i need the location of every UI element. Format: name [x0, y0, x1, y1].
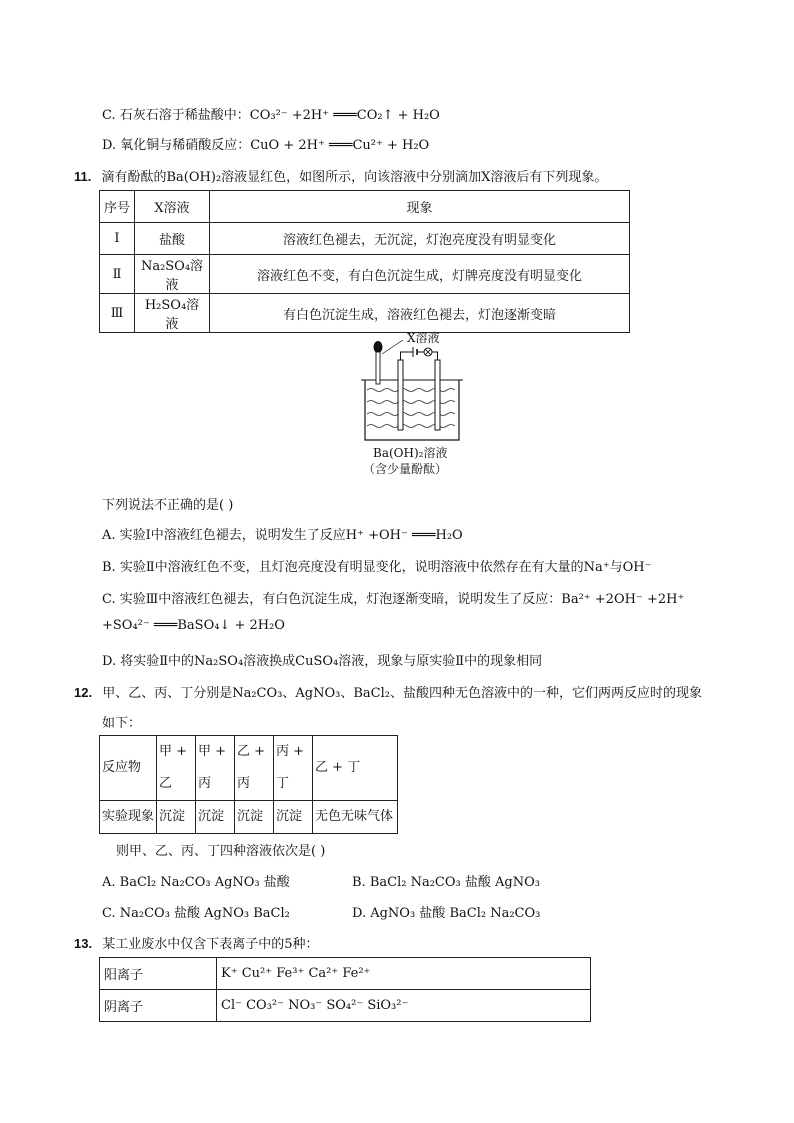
table-cell: Cl⁻ CO₃²⁻ NO₃⁻ SO₄²⁻ SiO₃²⁻ [217, 990, 591, 1022]
table-cell: Na₂SO₄溶液 [135, 255, 210, 294]
table-cell: 反应物 [100, 736, 157, 801]
table-cell: 阴离子 [100, 990, 217, 1022]
q11-option-b: B. 实验Ⅱ中溶液红色不变，且灯泡亮度没有明显变化，说明溶液中依然存在有大量的Na⁺与OH⁻ [102, 560, 652, 575]
q11-number: 11. [74, 169, 92, 184]
table-cell: 无色无味气体 [313, 801, 398, 834]
q11-table [99, 190, 630, 333]
q13-table [99, 957, 591, 1022]
table-header-row [100, 191, 630, 223]
table-row [100, 990, 591, 1022]
table-cell: 甲 + 丙 [196, 736, 235, 801]
q13-number: 13. [74, 936, 93, 951]
electrode-left [398, 360, 403, 430]
table-row [100, 801, 398, 834]
dropper-bulb [374, 341, 383, 353]
table-cell: 沉淀 [196, 801, 235, 834]
table-row [100, 294, 630, 333]
q13-stem-line [74, 933, 319, 952]
q12-option-d: D. AgNO₃ 盐酸 BaCl₂ Na₂CO₃ [352, 906, 541, 921]
table-row [100, 223, 630, 255]
table-cell: 乙 + 丁 [313, 736, 398, 801]
table-cell: 丙 + 丁 [274, 736, 313, 801]
label-note: （含少量酚酞） [363, 462, 448, 476]
label-solution: Ba(OH)₂溶液 [373, 446, 448, 460]
q12-stem: 甲、乙、丙、丁分别是Na₂CO₃、AgNO₃、BaCl₂、盐酸四种无色溶液中的一种，它们两两反应时的现象 [102, 686, 702, 701]
table-cell: Ⅱ [100, 255, 135, 294]
dropper-tube [376, 352, 380, 384]
table-cell: 沉淀 [235, 801, 274, 834]
table-cell: K⁺ Cu²⁺ Fe³⁺ Ca²⁺ Fe²⁺ [217, 958, 591, 990]
q11-stem: 滴有酚酞的Ba(OH)₂溶液显红色，如图所示，向该溶液中分别滴加X溶液后有下列现象。 [101, 170, 608, 185]
table-cell: 溶液红色不变，有白色沉淀生成，灯牌亮度没有明显变化 [210, 255, 630, 294]
q12-option-c: C. Na₂CO₃ 盐酸 AgNO₃ BaCl₂ [102, 906, 290, 921]
header-cell-phenomenon: 现象 [210, 191, 630, 223]
table-cell: 阳离子 [100, 958, 217, 990]
table-cell: Ⅲ [100, 294, 135, 333]
header-cell-solution: X溶液 [135, 191, 210, 223]
circuit-wire [401, 352, 414, 360]
table-cell: 沉淀 [274, 801, 313, 834]
q11-option-c-line1: C. 实验Ⅲ中溶液红色褪去，有白色沉淀生成，灯泡逐渐变暗，说明发生了反应：Ba²⁺ +2OH⁻ +2H⁺ [102, 592, 685, 607]
circuit-wire [432, 352, 438, 360]
q12-option-a: A. BaCl₂ Na₂CO₃ AgNO₃ 盐酸 [102, 875, 290, 890]
table-cell: 乙 + 丙 [235, 736, 274, 801]
q12-table [99, 735, 398, 834]
q11-apparatus-diagram [355, 330, 470, 480]
liquid-surface [367, 389, 455, 428]
table-cell: 实验现象 [100, 801, 157, 834]
table-row [100, 958, 591, 990]
electrode-right [435, 360, 440, 430]
beaker [365, 380, 459, 440]
table-row [100, 736, 398, 801]
label-x-solution: X溶液 [407, 331, 440, 345]
table-cell: 溶液红色褪去，无沉淀，灯泡亮度没有明显变化 [210, 223, 630, 255]
q11-option-c-line2: +SO₄²⁻ ═══BaSO₄↓ + 2H₂O [102, 618, 285, 633]
q11-option-d: D. 将实验Ⅱ中的Na₂SO₄溶液换成CuSO₄溶液，现象与原实验Ⅱ中的现象相同 [102, 654, 543, 669]
header-cell-index: 序号 [100, 191, 135, 223]
table-cell: 盐酸 [135, 223, 210, 255]
table-cell: 有白色沉淀生成，溶液红色褪去，灯泡逐渐变暗 [210, 294, 630, 333]
q12-stem-line [74, 682, 702, 701]
table-cell: 甲 + 乙 [157, 736, 196, 801]
table-cell: H₂SO₄溶液 [135, 294, 210, 333]
q12-question: 则甲、乙、丙、丁四种溶液依次是( ) [116, 844, 326, 859]
table-cell: Ⅰ [100, 223, 135, 255]
table-cell: 沉淀 [157, 801, 196, 834]
table-row [100, 255, 630, 294]
label-leader [382, 340, 403, 354]
q11-option-a: A. 实验Ⅰ中溶液红色褪去，说明发生了反应H⁺ +OH⁻ ═══H₂O [102, 528, 463, 543]
q10-option-d: D. 氧化铜与稀硝酸反应：CuO + 2H⁺ ═══Cu²⁺ + H₂O [102, 138, 430, 153]
q11-question: 下列说法不正确的是( ) [102, 498, 234, 513]
q12-stem-continued: 如下： [102, 716, 142, 731]
q12-number: 12. [74, 685, 93, 700]
q12-option-b: B. BaCl₂ Na₂CO₃ 盐酸 AgNO₃ [352, 875, 540, 890]
q10-option-c: C. 石灰石溶于稀盐酸中：CO₃²⁻ +2H⁺ ═══CO₂↑ + H₂O [102, 108, 440, 123]
q13-stem: 某工业废水中仅含下表离子中的5种： [102, 937, 319, 952]
q11-stem-line [74, 166, 607, 185]
